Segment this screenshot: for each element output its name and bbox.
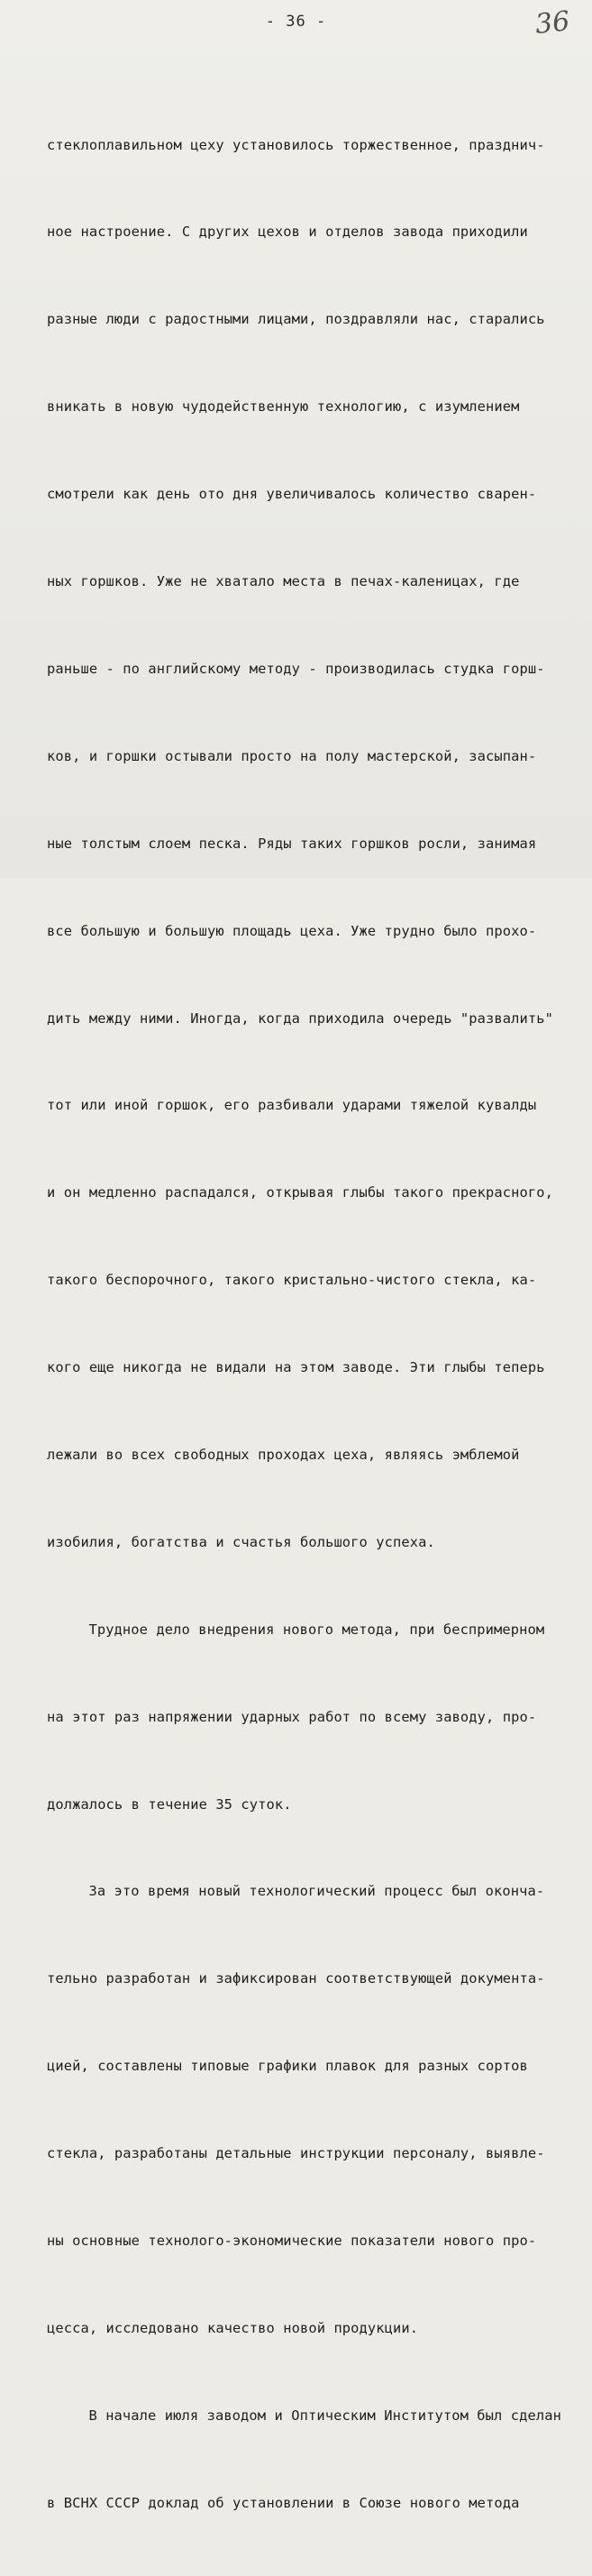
handwritten-page-number: 36 bbox=[533, 5, 571, 41]
text-line: тот или иной горшок, его разбивали ударами тяжелой кувалды bbox=[47, 1097, 537, 1114]
text-line: изобилия, богатства и счастья большого успеха. bbox=[47, 1533, 435, 1550]
text-line: дить между ними. Иногда, когда приходила очередь "развалить" bbox=[47, 1009, 553, 1027]
text-line: смотрели как день ото дня увеличивалось количество сварен- bbox=[47, 486, 537, 503]
paragraph-first-line: За это время новый технологический процесс был оконча- bbox=[55, 1883, 545, 1900]
text-line: разные люди с радостными лицами, поздравляли нас, старались bbox=[47, 311, 545, 328]
page-number: - 36 - bbox=[265, 13, 327, 31]
text-line: раньше - по английскому методу - производилась студка горш- bbox=[47, 660, 545, 677]
text-line: кого еще никогда не видали на этом заводе. Эти глыбы теперь bbox=[47, 1359, 545, 1376]
text-line: такого беспорочного, такого кристально-чистого стекла, ка- bbox=[47, 1272, 537, 1289]
text-line: лежали во всех свободных проходах цеха, являясь эмблемой bbox=[47, 1446, 520, 1463]
body-text bbox=[47, 72, 587, 2576]
text-line: ных горшков. Уже не хватало места в печах-каленицах, где bbox=[47, 573, 520, 590]
text-line: в ВСНХ СССР доклад об установлении в Союзе нового метода bbox=[47, 2494, 520, 2511]
text-line: цесса, исследовано качество новой продукции. bbox=[47, 2319, 419, 2336]
text-line: ков, и горшки остывали просто на полу мастерской, засыпан- bbox=[47, 747, 537, 764]
text-line: на этот раз напряжении ударных работ по всему заводу, про- bbox=[47, 1708, 537, 1725]
text-line: стеклоплавильном цеху установилось торжественное, празднич- bbox=[47, 136, 545, 153]
paragraph-first-line: В начале июля заводом и Оптическим Институтом был сделан bbox=[55, 2407, 561, 2424]
text-line: тельно разработан и зафиксирован соответствующей документа- bbox=[47, 1970, 545, 1987]
text-line: ное настроение. С других цехов и отделов завода приходили bbox=[47, 224, 528, 241]
text-line: цией, составлены типовые графики плавок для разных сортов bbox=[47, 2058, 528, 2075]
text-line: все большую и большую площадь цеха. Уже трудно было прохо- bbox=[47, 922, 537, 939]
text-line: должалось в течение 35 суток. bbox=[47, 1795, 292, 1813]
paragraph-first-line: Трудное дело внедрения нового метода, при беспримерном bbox=[55, 1621, 545, 1638]
text-line: ные толстым слоем песка. Ряды таких горшков росли, занимая bbox=[47, 835, 537, 852]
text-line: ны основные технолого-экономические показатели нового про- bbox=[47, 2232, 537, 2249]
text-line: и он медленно распадался, открывая глыбы такого прекрасного, bbox=[47, 1184, 553, 1201]
text-line: вникать в новую чудодейственную технологию, с изумлением bbox=[47, 398, 520, 416]
text-line: стекла, разработаны детальные инструкции персоналу, выявле- bbox=[47, 2145, 545, 2162]
